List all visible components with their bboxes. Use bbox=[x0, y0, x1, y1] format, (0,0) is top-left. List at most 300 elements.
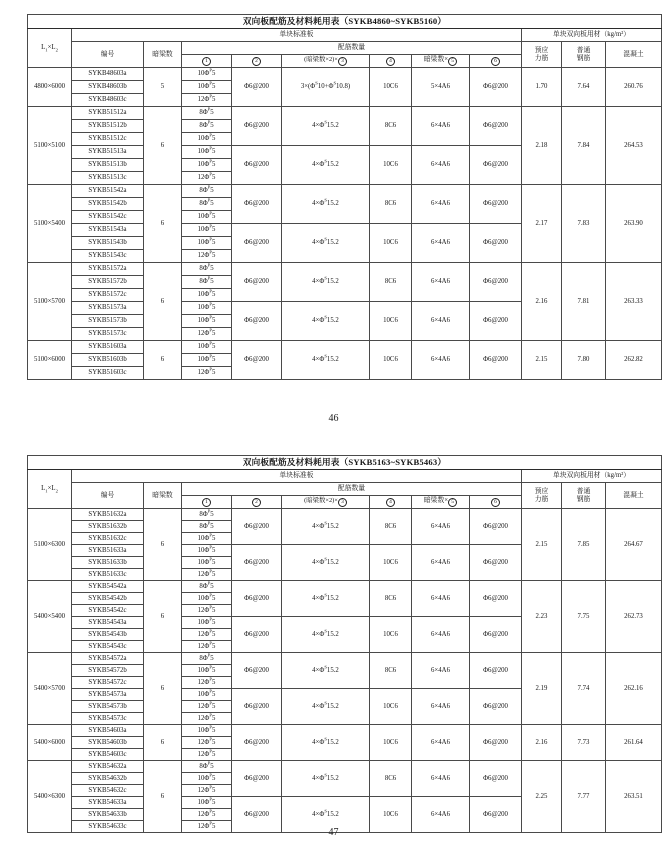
col1-value-cell: $10\Phi^P5$ bbox=[182, 237, 232, 250]
rebar-total-cell: 7.77 bbox=[562, 761, 606, 833]
c5-value-cell: 6×4A6 bbox=[412, 185, 470, 224]
col1-value-cell: $12\Phi^P5$ bbox=[182, 821, 232, 833]
beam-count-cell: 6 bbox=[144, 761, 182, 833]
col1-value-cell: $10\Phi^P5$ bbox=[182, 289, 232, 302]
c3-value-cell: $4\times\Phi^S15.2$ bbox=[282, 617, 370, 653]
c6-value-cell: Φ6@200 bbox=[470, 581, 522, 617]
c4-value-cell: 8C6 bbox=[370, 185, 412, 224]
c3-value-cell: $3\times(\Phi^S10+\Phi^S10.8)$ bbox=[282, 68, 370, 107]
plate-id-cell: SYKB54632c bbox=[72, 785, 144, 797]
header-prestress-rebar-label: 预应力筋 bbox=[534, 487, 549, 503]
plate-id-cell: SYKB51632a bbox=[72, 509, 144, 521]
col1-value-cell: $12\Phi^P5$ bbox=[182, 641, 232, 653]
c5-value-cell: 6×4A6 bbox=[412, 302, 470, 341]
circled-number: 2 bbox=[252, 498, 261, 507]
prestress-total-cell: 2.16 bbox=[522, 725, 562, 761]
c5-value-cell: 6×4A6 bbox=[412, 545, 470, 581]
plate-id-cell: SYKB54573c bbox=[72, 713, 144, 725]
c2-value-cell: Φ6@200 bbox=[232, 653, 282, 689]
plate-id-cell: SYKB54543c bbox=[72, 641, 144, 653]
circled-number: 5 bbox=[448, 57, 457, 66]
table-body-2 bbox=[28, 509, 662, 833]
concrete-total-cell: 262.73 bbox=[606, 581, 662, 653]
plate-id-cell: SYKB51513a bbox=[72, 146, 144, 159]
beam-count-cell: 6 bbox=[144, 263, 182, 341]
col1-value-cell: $10\Phi^P5$ bbox=[182, 689, 232, 701]
plate-id-cell: SYKB51632c bbox=[72, 533, 144, 545]
c4-value-cell: 10C6 bbox=[370, 302, 412, 341]
col1-value-cell: $8\Phi^P5$ bbox=[182, 521, 232, 533]
c6-value-cell: Φ6@200 bbox=[470, 725, 522, 761]
plate-id-cell: SYKB51512b bbox=[72, 120, 144, 133]
plate-id-cell: SYKB54572b bbox=[72, 665, 144, 677]
c5-value-cell: 6×4A6 bbox=[412, 107, 470, 146]
c6-value-cell: Φ6@200 bbox=[470, 653, 522, 689]
plate-id-cell: SYKB54603a bbox=[72, 725, 144, 737]
c2-value-cell: Φ6@200 bbox=[232, 107, 282, 146]
plate-id-cell: SYKB54633b bbox=[72, 809, 144, 821]
header-col4 bbox=[370, 55, 412, 68]
circled-number: 3 bbox=[338, 498, 347, 507]
plate-id-cell: SYKB51573a bbox=[72, 302, 144, 315]
c3-value-cell: $4\times\Phi^S15.2$ bbox=[282, 509, 370, 545]
c5-value-cell: 6×4A6 bbox=[412, 341, 470, 380]
table-row bbox=[28, 341, 662, 354]
c5-value-cell: 6×4A6 bbox=[412, 761, 470, 797]
table-body-1 bbox=[28, 68, 662, 380]
c5-value-cell: 6×4A6 bbox=[412, 725, 470, 761]
col1-value-cell: $12\Phi^P5$ bbox=[182, 250, 232, 263]
plate-id-cell: SYKB51573b bbox=[72, 315, 144, 328]
plate-id-cell: SYKB51633c bbox=[72, 569, 144, 581]
c4-value-cell: 10C6 bbox=[370, 617, 412, 653]
plate-id-cell: SYKB51572b bbox=[72, 276, 144, 289]
c2-value-cell: Φ6@200 bbox=[232, 545, 282, 581]
table-row bbox=[28, 263, 662, 276]
c4-value-cell: 10C6 bbox=[370, 725, 412, 761]
header-col5: 暗梁数× 5 bbox=[412, 496, 470, 509]
c2-value-cell: Φ6@200 bbox=[232, 224, 282, 263]
plate-id-cell: SYKB51632b bbox=[72, 521, 144, 533]
c5-value-cell: 6×4A6 bbox=[412, 797, 470, 833]
col1-value-cell: $8\Phi^P5$ bbox=[182, 509, 232, 521]
c6-value-cell: Φ6@200 bbox=[470, 797, 522, 833]
header-col5: 暗梁数× 5 bbox=[412, 55, 470, 68]
col1-value-cell: $8\Phi^P5$ bbox=[182, 653, 232, 665]
c4-value-cell: 10C6 bbox=[370, 689, 412, 725]
c4-value-cell: 10C6 bbox=[370, 545, 412, 581]
header-concrete: 混凝土 bbox=[606, 42, 662, 68]
header-col3: (暗梁数×2)× 3 bbox=[282, 496, 370, 509]
c3-value-cell: $4\times\Phi^S15.2$ bbox=[282, 341, 370, 380]
plate-id-cell: SYKB54543a bbox=[72, 617, 144, 629]
header-ordinary-rebar bbox=[562, 42, 606, 68]
col1-value-cell: $10\Phi^P5$ bbox=[182, 68, 232, 81]
col1-value-cell: $10\Phi^P5$ bbox=[182, 617, 232, 629]
header-col1 bbox=[182, 496, 232, 509]
plate-id-cell: SYKB54633a bbox=[72, 797, 144, 809]
c6-value-cell: Φ6@200 bbox=[470, 224, 522, 263]
header-col1 bbox=[182, 55, 232, 68]
plate-id-cell: SYKB51513b bbox=[72, 159, 144, 172]
size-cell: 5100×6300 bbox=[28, 509, 72, 581]
beam-count-cell: 6 bbox=[144, 509, 182, 581]
size-cell: 5100×5700 bbox=[28, 263, 72, 341]
c4-value-cell: 8C6 bbox=[370, 653, 412, 689]
size-cell: 5400×5700 bbox=[28, 653, 72, 725]
col1-value-cell: $10\Phi^P5$ bbox=[182, 211, 232, 224]
header-row-2 bbox=[28, 42, 662, 55]
beam-count-cell: 6 bbox=[144, 653, 182, 725]
header-l1xl2: $L_1\times L_2$ bbox=[28, 470, 72, 509]
concrete-total-cell: 261.64 bbox=[606, 725, 662, 761]
plate-id-cell: SYKB51603c bbox=[72, 367, 144, 380]
header-col2 bbox=[232, 55, 282, 68]
concrete-total-cell: 263.90 bbox=[606, 185, 662, 263]
prestress-total-cell: 2.19 bbox=[522, 653, 562, 725]
c2-value-cell: Φ6@200 bbox=[232, 263, 282, 302]
prestress-total-cell: 2.15 bbox=[522, 509, 562, 581]
c5-value-cell: 6×4A6 bbox=[412, 263, 470, 302]
prestress-total-cell: 2.23 bbox=[522, 581, 562, 653]
c6-value-cell: Φ6@200 bbox=[470, 68, 522, 107]
c3-value-cell: $4\times\Phi^S15.2$ bbox=[282, 185, 370, 224]
col1-value-cell: $10\Phi^P5$ bbox=[182, 354, 232, 367]
plate-id-cell: SYKB51603a bbox=[72, 341, 144, 354]
c2-value-cell: Φ6@200 bbox=[232, 725, 282, 761]
header-prestress-rebar-label: 预应力筋 bbox=[534, 46, 549, 62]
plate-id-cell: SYKB54542b bbox=[72, 593, 144, 605]
col1-value-cell: $12\Phi^P5$ bbox=[182, 629, 232, 641]
c5-value-cell: 6×4A6 bbox=[412, 617, 470, 653]
rebar-total-cell: 7.83 bbox=[562, 185, 606, 263]
c6-value-cell: Φ6@200 bbox=[470, 185, 522, 224]
size-cell: 4800×6000 bbox=[28, 68, 72, 107]
plate-id-cell: SYKB54573a bbox=[72, 689, 144, 701]
col1-value-cell: $12\Phi^P5$ bbox=[182, 677, 232, 689]
col1-value-cell: $10\Phi^P5$ bbox=[182, 725, 232, 737]
plate-id-cell: SYKB51573c bbox=[72, 328, 144, 341]
plate-id-cell: SYKB54603c bbox=[72, 749, 144, 761]
rebar-total-cell: 7.84 bbox=[562, 107, 606, 185]
header-ordinary-rebar-label: 普通钢筋 bbox=[576, 46, 591, 62]
plate-id-cell: SYKB54542a bbox=[72, 581, 144, 593]
c4-value-cell: 10C6 bbox=[370, 341, 412, 380]
c4-value-cell: 10C6 bbox=[370, 224, 412, 263]
rebar-total-cell: 7.75 bbox=[562, 581, 606, 653]
circled-number: 4 bbox=[386, 498, 395, 507]
c4-value-cell: 8C6 bbox=[370, 263, 412, 302]
rebar-total-cell: 7.81 bbox=[562, 263, 606, 341]
circled-number: 1 bbox=[202, 498, 211, 507]
col1-value-cell: $8\Phi^P5$ bbox=[182, 198, 232, 211]
col1-value-cell: $8\Phi^P5$ bbox=[182, 185, 232, 198]
col1-value-cell: $12\Phi^P5$ bbox=[182, 701, 232, 713]
plate-id-cell: SYKB51572a bbox=[72, 263, 144, 276]
size-cell: 5400×6300 bbox=[28, 761, 72, 833]
col1-value-cell: $12\Phi^P5$ bbox=[182, 328, 232, 341]
col1-value-cell: $10\Phi^P5$ bbox=[182, 302, 232, 315]
c3-value-cell: $4\times\Phi^S15.2$ bbox=[282, 761, 370, 797]
plate-id-cell: SYKB54542c bbox=[72, 605, 144, 617]
c4-value-cell: 10C6 bbox=[370, 797, 412, 833]
c2-value-cell: Φ6@200 bbox=[232, 581, 282, 617]
header-material-per-plate: 单块双向板用材（kg/m²） bbox=[522, 29, 662, 42]
beam-count-cell: 6 bbox=[144, 185, 182, 263]
col1-value-cell: $8\Phi^P5$ bbox=[182, 761, 232, 773]
c3-value-cell: $4\times\Phi^S15.2$ bbox=[282, 797, 370, 833]
c2-value-cell: Φ6@200 bbox=[232, 761, 282, 797]
header-prestress-rebar bbox=[522, 42, 562, 68]
c2-value-cell: Φ6@200 bbox=[232, 68, 282, 107]
header-material-per-plate: 单块双向板用材（kg/m²） bbox=[522, 470, 662, 483]
c3-value-cell: $4\times\Phi^S15.2$ bbox=[282, 545, 370, 581]
plate-id-cell: SYKB51543b bbox=[72, 237, 144, 250]
col1-value-cell: $10\Phi^P5$ bbox=[182, 545, 232, 557]
c3-value-cell: $4\times\Phi^S15.2$ bbox=[282, 146, 370, 185]
header-plate-id: 编号 bbox=[72, 483, 144, 509]
col1-value-cell: $10\Phi^P5$ bbox=[182, 146, 232, 159]
concrete-total-cell: 264.67 bbox=[606, 509, 662, 581]
plate-id-cell: SYKB51513c bbox=[72, 172, 144, 185]
c5-value-cell: 6×4A6 bbox=[412, 509, 470, 545]
circled-number: 4 bbox=[386, 57, 395, 66]
c2-value-cell: Φ6@200 bbox=[232, 185, 282, 224]
concrete-total-cell: 263.33 bbox=[606, 263, 662, 341]
c3-value-cell: $4\times\Phi^S15.2$ bbox=[282, 107, 370, 146]
plate-id-cell: SYKB51542b bbox=[72, 198, 144, 211]
page-number: 47 bbox=[328, 827, 339, 838]
col1-value-cell: $10\Phi^P5$ bbox=[182, 665, 232, 677]
circled-number: 1 bbox=[202, 57, 211, 66]
size-cell: 5400×5400 bbox=[28, 581, 72, 653]
c2-value-cell: Φ6@200 bbox=[232, 146, 282, 185]
plate-id-cell: SYKB54603b bbox=[72, 737, 144, 749]
prestress-total-cell: 2.15 bbox=[522, 341, 562, 380]
c3-value-cell: $4\times\Phi^S15.2$ bbox=[282, 725, 370, 761]
col1-value-cell: $12\Phi^P5$ bbox=[182, 809, 232, 821]
col1-value-cell: $10\Phi^P5$ bbox=[182, 773, 232, 785]
table-row bbox=[28, 185, 662, 198]
header-l1xl2: $L_1\times L_2$ bbox=[28, 29, 72, 68]
c6-value-cell: Φ6@200 bbox=[470, 341, 522, 380]
header-ordinary-rebar bbox=[562, 483, 606, 509]
table-row bbox=[28, 107, 662, 120]
concrete-total-cell: 260.76 bbox=[606, 68, 662, 107]
header-row-2 bbox=[28, 483, 662, 496]
table-title: 双向板配筋及材料耗用表（SYKB4860~SYKB5160） bbox=[28, 15, 662, 29]
header-prestress-rebar bbox=[522, 483, 562, 509]
table-row bbox=[28, 509, 662, 521]
plate-id-cell: SYKB54572c bbox=[72, 677, 144, 689]
plate-id-cell: SYKB54632b bbox=[72, 773, 144, 785]
circled-number: 5 bbox=[448, 498, 457, 507]
table-row bbox=[28, 581, 662, 593]
circled-number: 3 bbox=[338, 57, 347, 66]
col1-value-cell: $12\Phi^P5$ bbox=[182, 605, 232, 617]
table-title-row bbox=[28, 15, 662, 29]
c4-value-cell: 10C6 bbox=[370, 146, 412, 185]
c2-value-cell: Φ6@200 bbox=[232, 302, 282, 341]
header-col2 bbox=[232, 496, 282, 509]
c6-value-cell: Φ6@200 bbox=[470, 761, 522, 797]
c4-value-cell: 8C6 bbox=[370, 761, 412, 797]
concrete-total-cell: 263.51 bbox=[606, 761, 662, 833]
col1-value-cell: $10\Phi^P5$ bbox=[182, 133, 232, 146]
col1-value-cell: $12\Phi^P5$ bbox=[182, 713, 232, 725]
plate-id-cell: SYKB51512a bbox=[72, 107, 144, 120]
c6-value-cell: Φ6@200 bbox=[470, 146, 522, 185]
c2-value-cell: Φ6@200 bbox=[232, 689, 282, 725]
header-row-1 bbox=[28, 470, 662, 483]
c3-value-cell: $4\times\Phi^S15.2$ bbox=[282, 581, 370, 617]
table-row bbox=[28, 653, 662, 665]
c5-value-cell: 6×4A6 bbox=[412, 146, 470, 185]
header-beam-count: 暗梁数 bbox=[144, 483, 182, 509]
table-row bbox=[28, 725, 662, 737]
c3-value-cell: $4\times\Phi^S15.2$ bbox=[282, 224, 370, 263]
c3-value-cell: $4\times\Phi^S15.2$ bbox=[282, 263, 370, 302]
prestress-total-cell: 2.25 bbox=[522, 761, 562, 833]
header-col4 bbox=[370, 496, 412, 509]
circled-number: 6 bbox=[491, 57, 500, 66]
beam-count-cell: 5 bbox=[144, 68, 182, 107]
c4-value-cell: 8C6 bbox=[370, 107, 412, 146]
rebar-total-cell: 7.74 bbox=[562, 653, 606, 725]
plate-id-cell: SYKB51633a bbox=[72, 545, 144, 557]
c6-value-cell: Φ6@200 bbox=[470, 509, 522, 545]
header-row-1 bbox=[28, 29, 662, 42]
col1-value-cell: $8\Phi^P5$ bbox=[182, 581, 232, 593]
plate-id-cell: SYKB51512c bbox=[72, 133, 144, 146]
table-row bbox=[28, 761, 662, 773]
slab-rebar-table-1 bbox=[27, 14, 662, 380]
c5-value-cell: 5×4A6 bbox=[412, 68, 470, 107]
c6-value-cell: Φ6@200 bbox=[470, 263, 522, 302]
size-cell: 5100×6000 bbox=[28, 341, 72, 380]
col1-value-cell: $12\Phi^P5$ bbox=[182, 367, 232, 380]
rebar-total-cell: 7.73 bbox=[562, 725, 606, 761]
c5-value-cell: 6×4A6 bbox=[412, 689, 470, 725]
c5-value-cell: 6×4A6 bbox=[412, 581, 470, 617]
table-title: 双向板配筋及材料耗用表（SYKB5163~SYKB5463） bbox=[28, 456, 662, 470]
plate-id-cell: SYKB48603b bbox=[72, 81, 144, 94]
c6-value-cell: Φ6@200 bbox=[470, 545, 522, 581]
c4-value-cell: 10C6 bbox=[370, 68, 412, 107]
c6-value-cell: Φ6@200 bbox=[470, 302, 522, 341]
c2-value-cell: Φ6@200 bbox=[232, 617, 282, 653]
col1-value-cell: $10\Phi^P5$ bbox=[182, 224, 232, 237]
col1-value-cell: $10\Phi^P5$ bbox=[182, 341, 232, 354]
plate-id-cell: SYKB54633c bbox=[72, 821, 144, 833]
prestress-total-cell: 2.16 bbox=[522, 263, 562, 341]
plate-id-cell: SYKB51572c bbox=[72, 289, 144, 302]
col1-value-cell: $8\Phi^P5$ bbox=[182, 263, 232, 276]
plate-id-cell: SYKB54573b bbox=[72, 701, 144, 713]
c6-value-cell: Φ6@200 bbox=[470, 617, 522, 653]
plate-id-cell: SYKB51543a bbox=[72, 224, 144, 237]
header-ordinary-rebar-label: 普通钢筋 bbox=[576, 487, 591, 503]
header-col3: (暗梁数×2)× 3 bbox=[282, 55, 370, 68]
page-number: 46 bbox=[328, 413, 339, 424]
col1-value-cell: $12\Phi^P5$ bbox=[182, 749, 232, 761]
beam-count-cell: 6 bbox=[144, 581, 182, 653]
size-cell: 5100×5100 bbox=[28, 107, 72, 185]
prestress-total-cell: 2.17 bbox=[522, 185, 562, 263]
col1-value-cell: $12\Phi^P5$ bbox=[182, 569, 232, 581]
col1-value-cell: $10\Phi^P5$ bbox=[182, 797, 232, 809]
plate-id-cell: SYKB54632a bbox=[72, 761, 144, 773]
col1-value-cell: $8\Phi^P5$ bbox=[182, 120, 232, 133]
plate-id-cell: SYKB48603a bbox=[72, 68, 144, 81]
col1-value-cell: $8\Phi^P5$ bbox=[182, 107, 232, 120]
col1-value-cell: $12\Phi^P5$ bbox=[182, 172, 232, 185]
c2-value-cell: Φ6@200 bbox=[232, 509, 282, 545]
circled-number: 6 bbox=[491, 498, 500, 507]
c4-value-cell: 8C6 bbox=[370, 581, 412, 617]
col1-value-cell: $10\Phi^P5$ bbox=[182, 159, 232, 172]
header-col6 bbox=[470, 55, 522, 68]
col1-value-cell: $10\Phi^P5$ bbox=[182, 593, 232, 605]
c2-value-cell: Φ6@200 bbox=[232, 797, 282, 833]
c6-value-cell: Φ6@200 bbox=[470, 689, 522, 725]
header-plate-id: 编号 bbox=[72, 42, 144, 68]
col1-value-cell: $12\Phi^P5$ bbox=[182, 785, 232, 797]
col1-value-cell: $10\Phi^P5$ bbox=[182, 315, 232, 328]
plate-id-cell: SYKB51543c bbox=[72, 250, 144, 263]
size-cell: 5400×6000 bbox=[28, 725, 72, 761]
plate-id-cell: SYKB54572a bbox=[72, 653, 144, 665]
plate-id-cell: SYKB51542c bbox=[72, 211, 144, 224]
c5-value-cell: 6×4A6 bbox=[412, 653, 470, 689]
concrete-total-cell: 264.53 bbox=[606, 107, 662, 185]
size-cell: 5100×5400 bbox=[28, 185, 72, 263]
plate-id-cell: SYKB51542a bbox=[72, 185, 144, 198]
c6-value-cell: Φ6@200 bbox=[470, 107, 522, 146]
col1-value-cell: $8\Phi^P5$ bbox=[182, 276, 232, 289]
header-concrete: 混凝土 bbox=[606, 483, 662, 509]
rebar-total-cell: 7.85 bbox=[562, 509, 606, 581]
plate-id-cell: SYKB51633b bbox=[72, 557, 144, 569]
c5-value-cell: 6×4A6 bbox=[412, 224, 470, 263]
header-rebar-quantity: 配筋数量 bbox=[182, 42, 522, 55]
col1-value-cell: $12\Phi^P5$ bbox=[182, 737, 232, 749]
header-beam-count: 暗梁数 bbox=[144, 42, 182, 68]
col1-value-cell: $10\Phi^P5$ bbox=[182, 81, 232, 94]
beam-count-cell: 6 bbox=[144, 107, 182, 185]
header-standard-plate: 单块标准板 bbox=[72, 470, 522, 483]
header-standard-plate: 单块标准板 bbox=[72, 29, 522, 42]
prestress-total-cell: 1.70 bbox=[522, 68, 562, 107]
c4-value-cell: 8C6 bbox=[370, 509, 412, 545]
c3-value-cell: $4\times\Phi^S15.2$ bbox=[282, 302, 370, 341]
c2-value-cell: Φ6@200 bbox=[232, 341, 282, 380]
rebar-total-cell: 7.80 bbox=[562, 341, 606, 380]
plate-id-cell: SYKB48603c bbox=[72, 94, 144, 107]
beam-count-cell: 6 bbox=[144, 725, 182, 761]
slab-rebar-table-2 bbox=[27, 455, 662, 833]
rebar-total-cell: 7.64 bbox=[562, 68, 606, 107]
concrete-total-cell: 262.82 bbox=[606, 341, 662, 380]
c3-value-cell: $4\times\Phi^S15.2$ bbox=[282, 689, 370, 725]
table-row bbox=[28, 68, 662, 81]
plate-id-cell: SYKB51603b bbox=[72, 354, 144, 367]
col1-value-cell: $10\Phi^P5$ bbox=[182, 533, 232, 545]
prestress-total-cell: 2.18 bbox=[522, 107, 562, 185]
concrete-total-cell: 262.16 bbox=[606, 653, 662, 725]
plate-id-cell: SYKB54543b bbox=[72, 629, 144, 641]
header-col6 bbox=[470, 496, 522, 509]
